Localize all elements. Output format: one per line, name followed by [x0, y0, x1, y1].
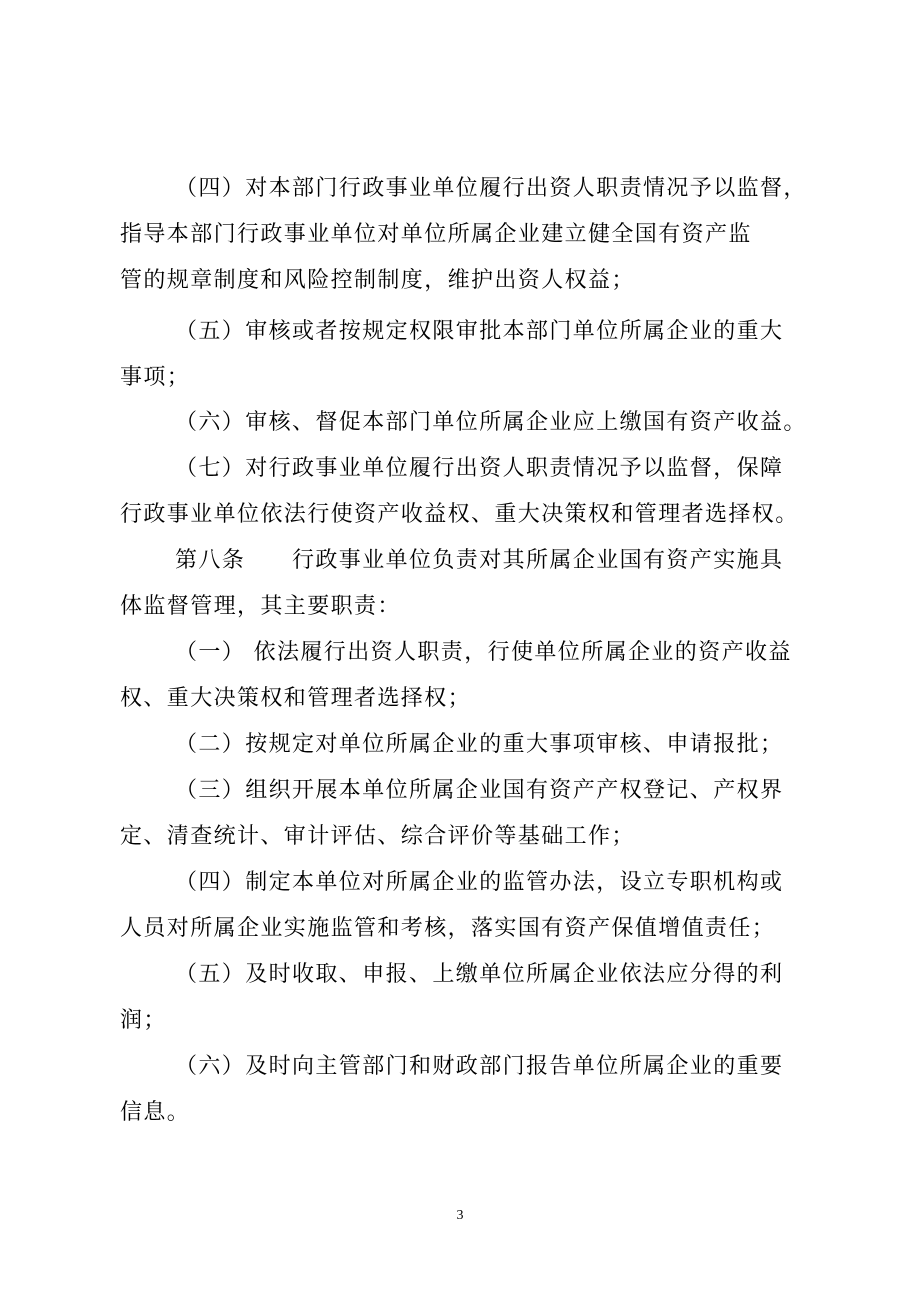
text-line: 事项； — [120, 365, 191, 390]
text-line: 人员对所属企业实施监管和考核，落实国有资产保值增值责任； — [120, 916, 776, 941]
text-line: （三）组织开展本单位所属企业国有资产产权登记、产权界 — [175, 778, 784, 803]
text-line: 润； — [120, 1008, 167, 1033]
text-line: 体监督管理，其主要职责： — [120, 594, 401, 619]
text-line: （二）按规定对单位所属企业的重大事项审核、申请报批； — [175, 732, 784, 757]
text-line: （六）及时向主管部门和财政部门报告单位所属企业的重要 — [175, 1054, 784, 1079]
text-line: （六）审核、督促本部门单位所属企业应上缴国有资产收益。 — [175, 410, 807, 435]
text-line: （七）对行政事业单位履行出资人职责情况予以监督，保障 — [175, 456, 784, 481]
article-heading-line: 第八条 行政事业单位负责对其所属企业国有资产实施具 — [175, 548, 784, 573]
text-line: 权、重大决策权和管理者选择权； — [120, 686, 472, 711]
text-line: 指导本部门行政事业单位对单位所属企业建立健全国有资产监 — [120, 222, 752, 247]
text-line: 信息。 — [120, 1100, 191, 1125]
text-line: （四）对本部门行政事业单位履行出资人职责情况予以监督， — [175, 176, 807, 201]
text-line: （五）审核或者按规定权限审批本部门单位所属企业的重大 — [175, 319, 784, 344]
page-number: 3 — [456, 1208, 464, 1223]
text-line: 行政事业单位依法行使资产收益权、重大决策权和管理者选择权。 — [120, 502, 799, 527]
text-line: （四）制定本单位对所属企业的监管办法，设立专职机构或 — [175, 870, 784, 895]
text-line: 定、清查统计、审计评估、综合评价等基础工作； — [120, 824, 635, 849]
text-line: （一） 依法履行出资人职责，行使单位所属企业的资产收益 — [175, 640, 792, 665]
text-line: （五）及时收取、申报、上缴单位所属企业依法应分得的利 — [175, 962, 784, 987]
text-line: 管的规章制度和风险控制制度，维护出资人权益； — [120, 268, 635, 293]
